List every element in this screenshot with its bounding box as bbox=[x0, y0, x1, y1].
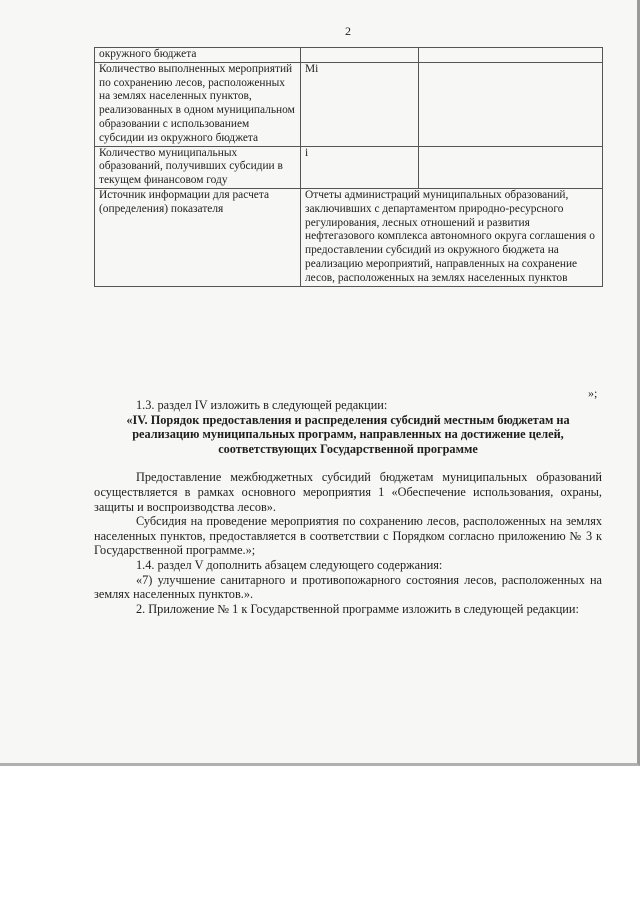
paragraph: 2. Приложение № 1 к Государственной программе изложить в следующей редакции: bbox=[136, 601, 579, 616]
table-row bbox=[95, 62, 603, 146]
document-body bbox=[94, 398, 602, 616]
paragraph: 1.3. раздел IV изложить в следующей редакции: bbox=[136, 398, 388, 412]
table-row bbox=[95, 188, 603, 286]
table-cell-label: Количество выполненных мероприятий по сохранению лесов, расположенных на землях населенных пунктов, реализованных в одном муниципальном образовании с использованием субсидии из окружного бюджета bbox=[95, 62, 301, 146]
indicators-table bbox=[94, 47, 603, 287]
table-cell-label: окружного бюджета bbox=[95, 48, 301, 63]
page-number: 2 bbox=[345, 24, 351, 38]
table-cell-extra bbox=[419, 62, 603, 146]
paragraph: «7) улучшение санитарного и противопожарного состояния лесов, расположенных на землях населенных пунктов.». bbox=[94, 572, 602, 602]
table-cell-extra bbox=[419, 146, 603, 188]
table-cell-symbol: i bbox=[301, 146, 419, 188]
table-cell-symbol: Mi bbox=[301, 62, 419, 146]
paragraph: Предоставление межбюджетных субсидий бюджетам муниципальных образований осуществляется в рамках основного мероприятия 1 «Обеспечение использования, охраны, защиты и воспроизводства лесов». bbox=[94, 470, 602, 514]
table-cell-symbol bbox=[301, 48, 419, 63]
table-cell-label: Количество муниципальных образований, получивших субсидии в текущем финансовом году bbox=[95, 146, 301, 188]
source-value-cell: Отчеты администраций муниципальных образований, заключивших с департаментом природно-ресурсного регулирования, лесных отношений и развития нефтегазового комплекса автономного округа соглашения о предоставлении субсидий из окружного бюджета на реализацию мероприятий, направленных на сохранение лесов, расположенных на землях населенных пунктов bbox=[301, 188, 603, 286]
table-row bbox=[95, 146, 603, 188]
quote-end: »; bbox=[588, 386, 598, 400]
table-row bbox=[95, 48, 603, 63]
table-cell-extra bbox=[419, 48, 603, 63]
section-heading: «IV. Порядок предоставления и распределения субсидий местным бюджетам на реализацию муниципальных программ, направленных на достижение целей, соответствующих Государственной программе bbox=[126, 412, 570, 456]
source-label-cell: Источник информации для расчета (определения) показателя bbox=[95, 188, 301, 286]
paragraph: 1.4. раздел V дополнить абзацем следующего содержания: bbox=[136, 557, 443, 572]
paragraph: Субсидия на проведение мероприятия по сохранению лесов, расположенных на землях населенных пунктов, предоставляется в соответствии с Порядком согласно приложению № 3 к Государственной программе.»; bbox=[94, 514, 602, 558]
